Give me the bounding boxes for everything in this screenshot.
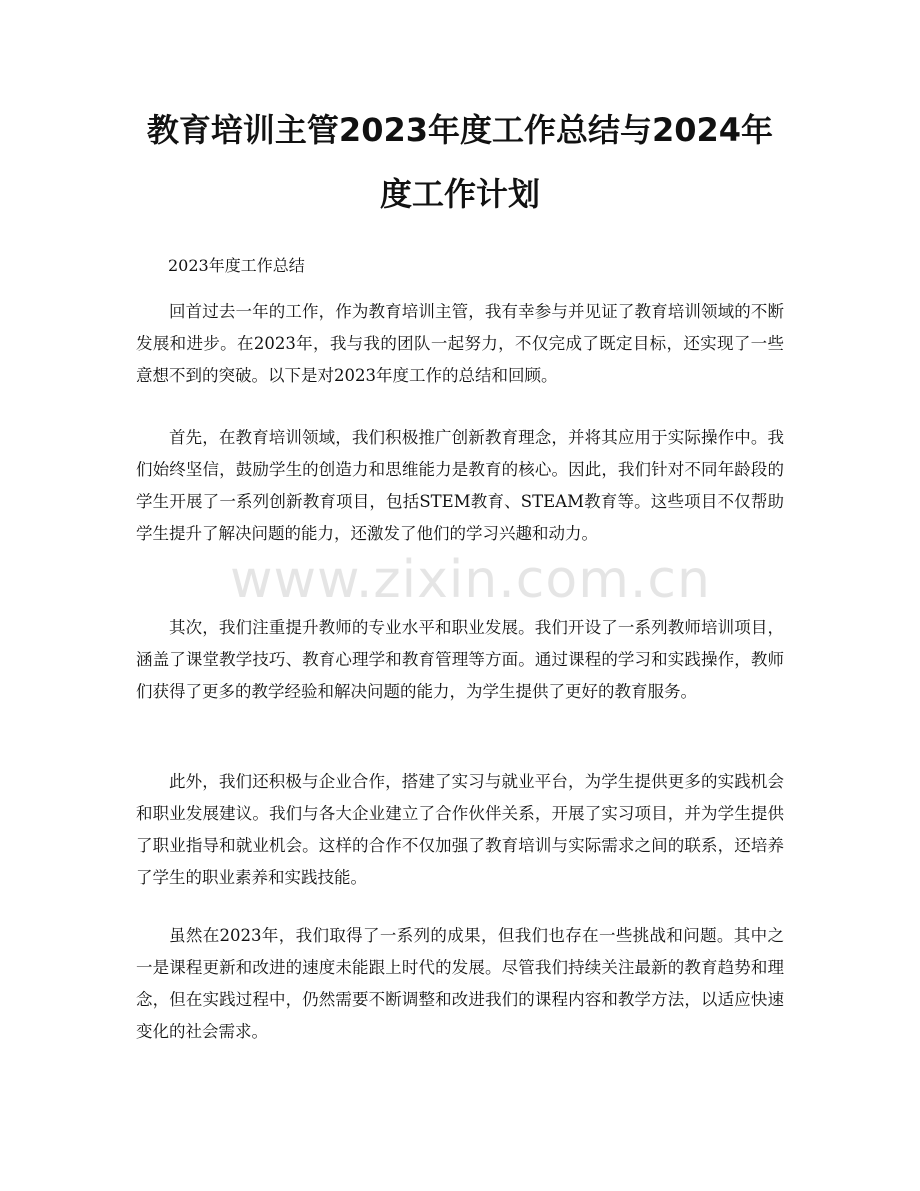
document-title-line-2: 度工作计划: [379, 175, 540, 213]
document-title-line-1: 教育培训主管2023年度工作总结与2024年: [146, 111, 774, 149]
watermark: www.zixin.com.cn: [230, 550, 711, 610]
paragraph-innovation: 首先，在教育培训领域，我们积极推广创新教育理念，并将其应用于实际操作中。我们始终坚信，鼓励学生的创造力和思维能力是教育的核心。因此，我们针对不同年龄段的学生开展了一系列创新教育项目，包括STEM教育、STEAM教育等。这些项目不仅帮助学生提升了解决问题的能力，还激发了他们的学习兴趣和动力。: [136, 428, 784, 543]
paragraph-review: 回首过去一年的工作，作为教育培训主管，我有幸参与并见证了教育培训领域的不断发展和进步。在2023年，我与我的团队一起努力，不仅完成了既定目标，还实现了一些意想不到的突破。以下是对2023年度工作的总结和回顾。: [136, 302, 784, 385]
paragraph-challenges: 虽然在2023年，我们取得了一系列的成果，但我们也存在一些挑战和问题。其中之一是课程更新和改进的速度未能跟上时代的发展。尽管我们持续关注最新的教育趋势和理念，但在实践过程中，仍然需要不断调整和改进我们的课程内容和教学方法，以适应快速变化的社会需求。: [136, 926, 784, 1041]
section-heading: 2023年度工作总结: [168, 256, 305, 275]
paragraph-enterprise-cooperation: 此外，我们还积极与企业合作，搭建了实习与就业平台，为学生提供更多的实践机会和职业发展建议。我们与各大企业建立了合作伙伴关系，开展了实习项目，并为学生提供了职业指导和就业机会。这样的合作不仅加强了教育培训与实际需求之间的联系，还培养了学生的职业素养和实践技能。: [136, 772, 784, 887]
paragraph-teacher-training: 其次，我们注重提升教师的专业水平和职业发展。我们开设了一系列教师培训项目，涵盖了课堂教学技巧、教育心理学和教育管理等方面。通过课程的学习和实践操作，教师们获得了更多的教学经验和解决问题的能力，为学生提供了更好的教育服务。: [136, 618, 784, 701]
